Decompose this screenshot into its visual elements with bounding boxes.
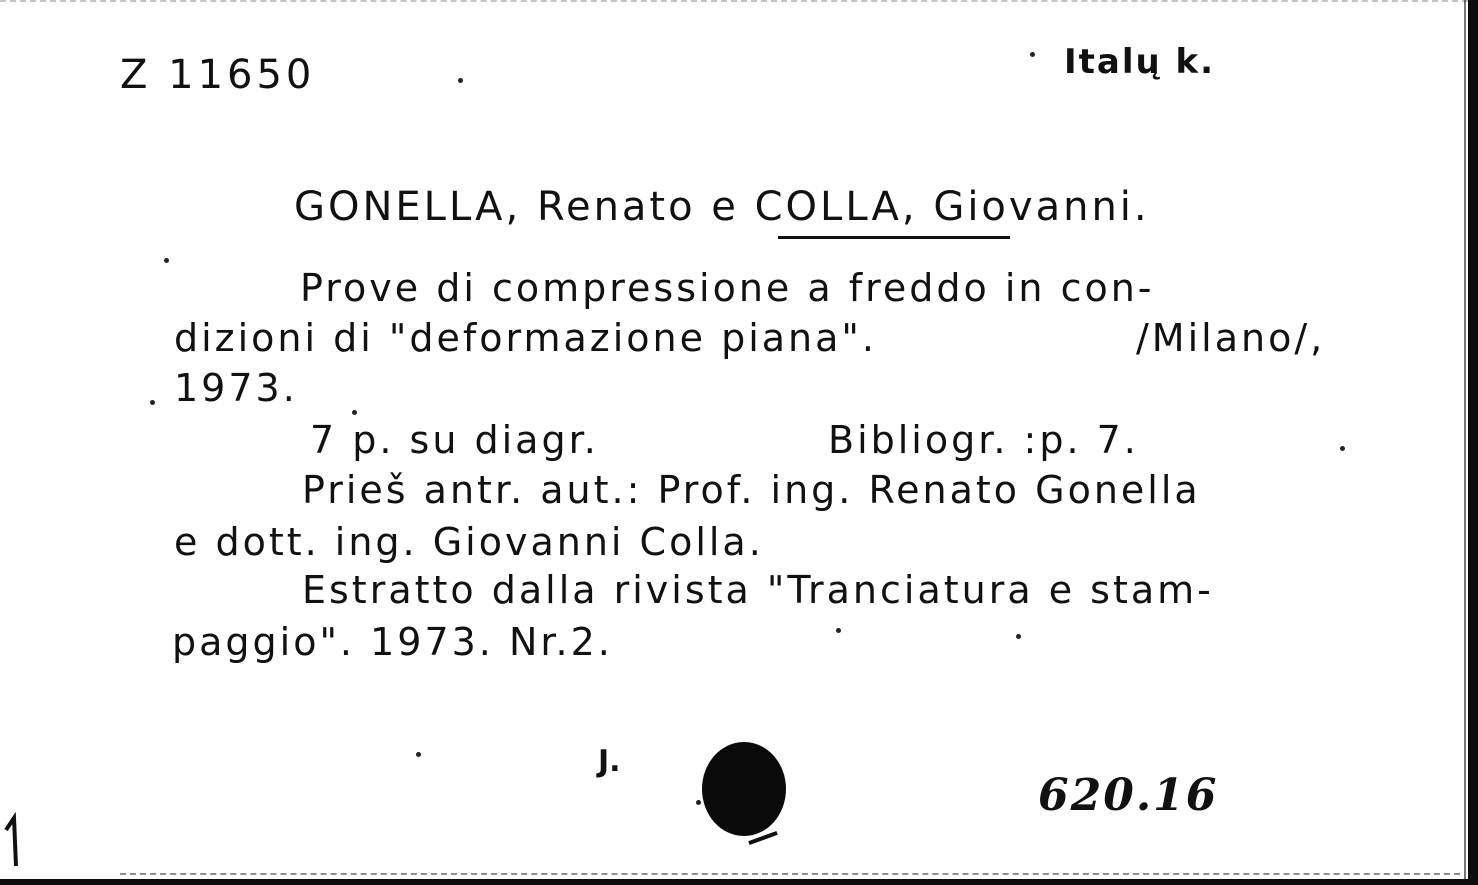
speck — [696, 800, 701, 805]
title-line-2: dizioni di "deformazione piana". — [174, 316, 877, 360]
call-number: Z 11650 — [120, 52, 316, 98]
source-line-1: Estratto dalla rivista "Tranciatura e stam- — [302, 568, 1214, 612]
bibliography-note: Bibliogr. :p. 7. — [828, 418, 1139, 462]
author-secondary-given: Giovanni. — [917, 184, 1150, 230]
note-line-2: e dott. ing. Giovanni Colla. — [174, 520, 764, 564]
place-of-publication: /Milano/, — [1136, 316, 1326, 360]
title-line-1: Prove di compressione a freddo in con- — [300, 266, 1155, 310]
speck — [1340, 446, 1345, 451]
note-line-1: Prieš antr. aut.: Prof. ing. Renato Gonella — [302, 468, 1201, 512]
speck — [150, 400, 155, 405]
card-right-edge — [1468, 0, 1478, 885]
margin-mark-icon — [2, 810, 30, 870]
card-bottom-dash — [120, 873, 1460, 875]
card-right-shadow — [1464, 0, 1466, 885]
source-line-2: paggio". 1973. Nr.2. — [172, 620, 613, 664]
author-heading — [294, 184, 1150, 230]
speck — [1030, 52, 1035, 57]
speck — [416, 752, 421, 757]
author-underline — [778, 236, 1010, 239]
department-label: Italų k. — [1064, 42, 1216, 82]
card-top-edge — [0, 0, 1478, 2]
collation: 7 p. su diagr. — [310, 418, 599, 462]
speck — [164, 258, 169, 263]
speck — [458, 78, 463, 83]
classification-number: 620.16 — [1038, 770, 1219, 821]
stamp-letter: J. — [598, 744, 621, 779]
author-primary: GONELLA, Renato e — [294, 184, 755, 230]
publication-year: 1973. — [174, 366, 298, 410]
card-bottom-edge — [0, 879, 1478, 885]
speck — [352, 410, 357, 415]
punch-hole — [702, 742, 786, 836]
author-secondary: COLLA, — [754, 184, 918, 230]
speck — [836, 628, 841, 633]
speck — [1016, 634, 1021, 639]
